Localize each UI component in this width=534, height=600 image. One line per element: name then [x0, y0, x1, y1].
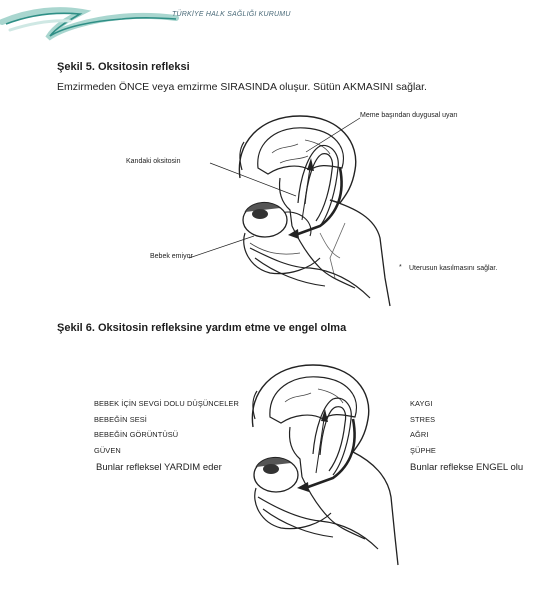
label-uterus: Uterusun kasılmasını sağlar.	[409, 265, 498, 272]
figure6-illustration	[228, 357, 403, 567]
label-blood-oxytocin: Kandaki oksitosin	[126, 158, 181, 165]
org-name: TÜRKİYE HALK SAĞLIĞI KURUMU	[172, 11, 291, 18]
figure5-title: Şekil 5. Oksitosin refleksi	[57, 61, 190, 73]
figure5-description: Emzirmeden ÖNCE veya emzirme SIRASINDA oluşur. Sütün AKMASINI sağlar.	[57, 81, 427, 93]
hinder-list	[410, 399, 436, 461]
help-item: BEBEĞİN SESİ	[94, 414, 147, 424]
help-list	[94, 399, 239, 461]
hinder-item: AĞRI	[410, 430, 429, 439]
figure6-title: Şekil 6. Oksitosin refleksine yardım etme ve engel olma	[57, 322, 347, 334]
help-summary: Bunlar refleksel YARDIM eder	[96, 462, 222, 473]
label-baby-suckling: Bebek emiyor	[150, 253, 193, 260]
hinder-item: KAYGI	[410, 399, 433, 408]
hinder-item: ŞÜPHE	[410, 445, 436, 455]
help-item: BEBEK İÇİN SEVGİ DOLU DÜŞÜNCELER	[94, 399, 239, 408]
hinder-item: STRES	[410, 414, 436, 424]
hinder-summary: Bunlar reflekse ENGEL olu	[410, 462, 524, 473]
help-item: GÜVEN	[94, 445, 121, 455]
uterus-bullet: *	[399, 264, 402, 271]
label-nipple-stimulus: Meme başından duygusal uyarı	[360, 112, 458, 119]
help-item: BEBEĞİN GÖRÜNTÜSÜ	[94, 430, 179, 439]
